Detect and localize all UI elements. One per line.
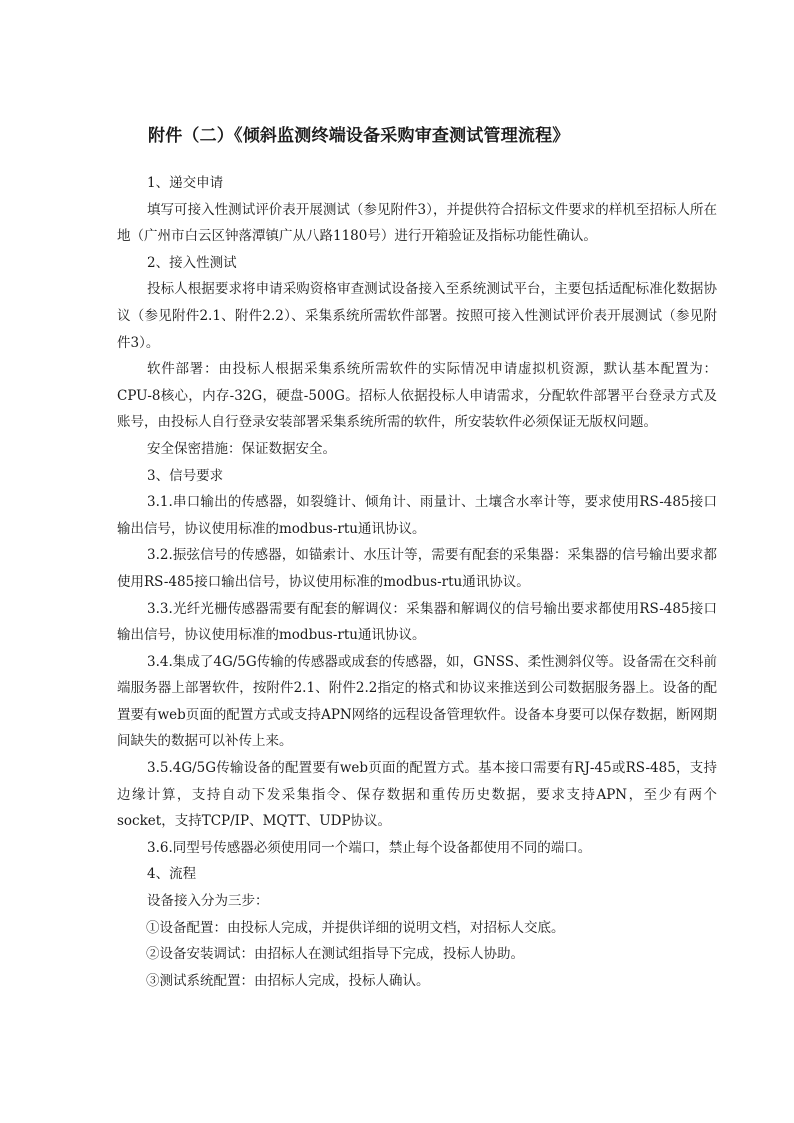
section-heading-process: 4、流程 [147,866,197,883]
section-heading-signal: 3、信号要求 [147,467,224,484]
list-item: ①设备配置：由投标人完成，并提供详细的说明文档，对招标人交底。 [146,919,565,936]
paragraph: 3.4.集成了4G/5G传输的传感器或成套的传感器，如，GNSS、柔性测斜仪等。设备需在交科前端服务器上部署软件，按附件2.1、附件2.2指定的格式和协议来推送到公司数据服务器上。设备的配置要有web页面的配置方式或支持APN网络的远程设备管理软件。设备本身要可以保存数据，断网期间缺失的数据可以补传上来。 [117,653,717,750]
paragraph: 3.2.振弦信号的传感器，如锚索计、水压计等，需要有配套的采集器：采集器的信号输出要求都使用RS-485接口输出信号，协议使用标准的modbus-rtu通讯协议。 [117,547,717,590]
paragraph: 投标人根据要求将申请采购资格审查测试设备接入至系统测试平台，主要包括适配标准化数据协议（参见附件2.1、附件2.2）、采集系统所需软件部署。按照可接入性测试评价表开展测试（参见附件3）。 [117,281,717,351]
paragraph: 3.1.串口输出的传感器，如裂缝计、倾角计、雨量计、土壤含水率计等，要求使用RS-485接口输出信号，协议使用标准的modbus-rtu通讯协议。 [117,494,717,537]
paragraph: 3.3.光纤光栅传感器需要有配套的解调仪：采集器和解调仪的信号输出要求都使用RS-485接口输出信号，协议使用标准的modbus-rtu通讯协议。 [117,600,717,644]
document-body [117,170,717,994]
paragraph: 3.6.同型号传感器必须使用同一个端口，禁止每个设备都使用不同的端口。 [147,839,592,856]
document-title: 附件（二）《倾斜监测终端设备采购审查测试管理流程》 [148,126,570,146]
section-heading-submit: 1、递交申请 [147,175,224,191]
paragraph: 设备接入分为三步： [147,893,269,910]
paragraph: 3.5.4G/5G传输设备的配置要有web页面的配置方式。基本接口需要有RJ-45或RS-485，支持边缘计算，支持自动下发采集指令、保存数据和重传历史数据，要求支持APN，至少有两个socket，支持TCP/IP、MQTT、UDP协议。 [117,760,717,830]
paragraph: 软件部署：由投标人根据采集系统所需软件的实际情况申请虚拟机资源，默认基本配置为：CPU-8核心，内存-32G，硬盘-500G。招标人依据投标人申请需求，分配软件部署平台登录方式及账号，由投标人自行登录安装部署采集系统所需的软件，所安装软件必须保证无版权问题。 [117,361,717,431]
section-heading-access-test: 2、接入性测试 [147,254,237,271]
paragraph: 安全保密措施：保证数据安全。 [147,440,336,457]
paragraph: 填写可接入性测试评价表开展测试（参见附件3），并提供符合招标文件要求的样机至招标人所在地（广州市白云区钟落潭镇广从八路1180号）进行开箱验证及指标功能性确认。 [117,201,717,245]
list-item: ③测试系统配置：由招标人完成，投标人确认。 [146,972,430,989]
list-item: ②设备安装调试：由招标人在测试组指导下完成，投标人协助。 [146,946,524,963]
